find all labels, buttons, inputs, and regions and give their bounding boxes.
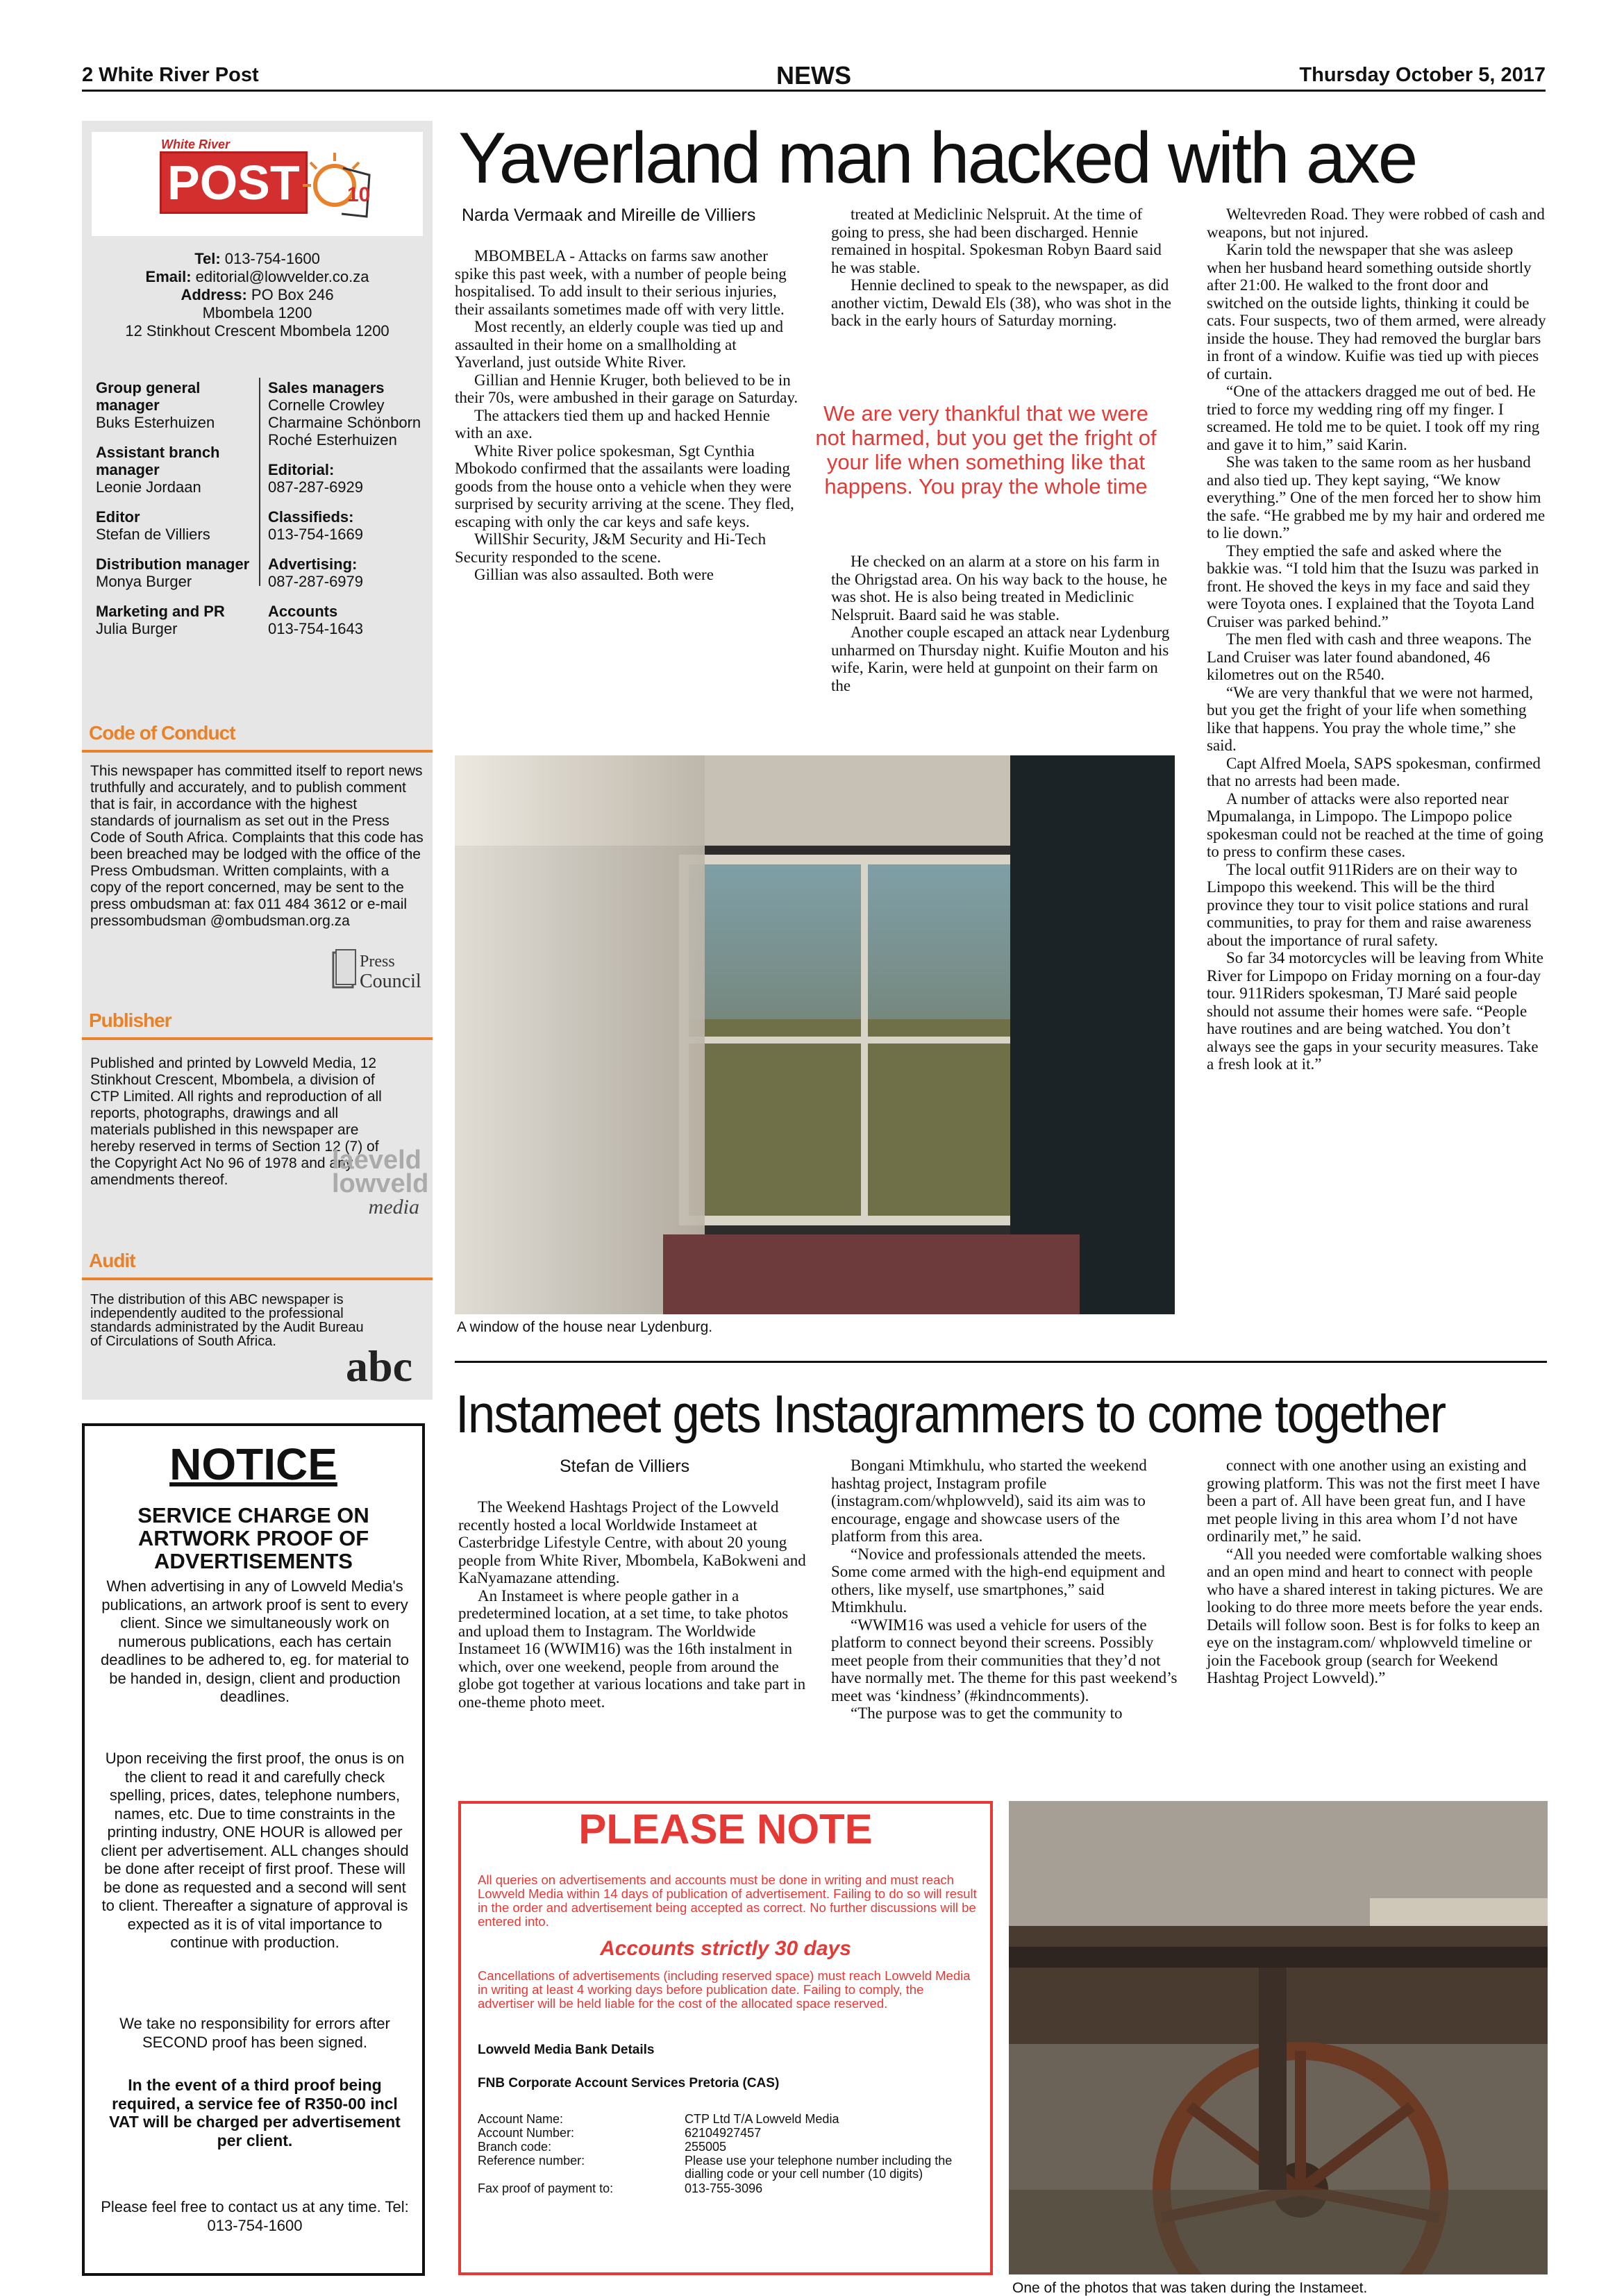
staff-name: 087-287-6979: [268, 573, 364, 590]
paragraph: Hennie declined to speak to the newspaper, as did another victim, Dewald Els (38), who was shot in the back in the early hours of Saturday morning.: [831, 276, 1171, 329]
cancellation-text: Cancellations of advertisements (including reserved space) must reach Lowveld Media in writing at least 4 working days before publication date. Failing to comply, the advertiser will be held liable for the cost of the allocated space reserved.: [478, 1968, 971, 2011]
staff-list-left: [96, 379, 252, 650]
staff-role: Classifieds:: [268, 508, 354, 526]
paragraph: The Weekend Hashtags Project of the Lowveld recently hosted a local Worldwide Instameet at Casterbridge Lifestyle Centre, with about 20 young people from White River, Mbombela, KaBokweni and KaNyamazane attending.: [458, 1498, 806, 1586]
paragraph: Most recently, an elderly couple was tied up and assaulted in their home on a smallholding at Yaverland, just outside White River.: [455, 318, 783, 371]
window-photo: [455, 755, 1175, 1314]
notice-contact: Please feel free to contact us at any time. Tel: 013-754-1600: [101, 2198, 409, 2234]
cart-wheel-photo: [1009, 1801, 1548, 2274]
paragraph: “All you needed were comfortable walking shoes and an open mind and heart to connect with people who have a shared interest in taking pictures. We are looking to do three more meets before the year ends. Details will follow soon. Best is for folks to keep an eye on the instagram.com/ whplowveld timeline or join the Facebook group (search for Weekend Hashtag Project Lowveld).”: [1207, 1545, 1543, 1686]
paragraph: Capt Alfred Moela, SAPS spokesman, confirmed that no arrests had been made.: [1207, 754, 1541, 789]
staff-name: Stefan de Villiers: [96, 526, 210, 543]
staff-role: Marketing and PR: [96, 603, 225, 620]
please-note-box: [458, 1801, 993, 2275]
bank-detail-label: Reference number:: [478, 2154, 585, 2168]
paragraph: WillShir Security, J&M Security and Hi-Tech Security responded to the scene.: [455, 530, 767, 566]
paragraph: “We are very thankful that we were not harmed, but you get the fright of your life when something like that happens. You pray the whole time,” she said.: [1207, 683, 1533, 754]
pull-quote: We are very thankful that we were not harmed, but you get the fright of your life when something like that happens. You pray the whole time: [815, 401, 1157, 498]
paragraph: They emptied the safe and asked where the bakkie was. “I told him that the Isuzu was parked in front. He shoved the keys in my face and said they were Toyota ones. I explained that the Toyota Land Cruiser was parked behind.”: [1207, 542, 1539, 630]
staff-role: Advertising:: [268, 555, 358, 573]
bank-detail-value: 255005: [685, 2140, 727, 2154]
section-rule: [82, 1037, 433, 1040]
article-2-column-2: [831, 1457, 1178, 1723]
bank-detail-label: Account Name:: [478, 2112, 564, 2126]
paragraph: MBOMBELA - Attacks on farms saw another spike this past week, with a number of people being hospitalised. To add insult to their serious injuries, their assailants sometimes made off with very little.: [455, 247, 787, 318]
article-2-column-1: [458, 1498, 809, 1711]
bank-detail-value: CTP Ltd T/A Lowveld Media: [685, 2112, 839, 2126]
paragraph: Another couple escaped an attack near Lydenburg unharmed on Thursday night. Kuifie Mouton and his wife, Karin, were held at gunpoint on their farm on the: [831, 623, 1170, 694]
press-council-logo: [332, 947, 429, 996]
section-name: NEWS: [776, 61, 851, 90]
bank-details-title: Lowveld Media Bank Details: [478, 2043, 655, 2057]
address-label: Address:: [181, 286, 247, 303]
please-note-text: All queries on advertisements and accounts must be done in writing and must reach Lowveld Media within 14 days of publication of advertisement. Failing to do so will result in the order and advertisement being accepted as correct. No further discussions will be entered into.: [478, 1872, 977, 1929]
paragraph: An Instameet is where people gather in a predetermined location, at a set time, to take photos and upload them to Instagram. The Worldwide Instameet 16 (WWIM16) was the 16th instalment in which, over one weekend, people from around the globe got together at various locations and take part in one-theme photo meet.: [458, 1586, 806, 1711]
paragraph: Karin told the newspaper that she was asleep when her husband heard something outside shortly after 21:00. He walked to the front door and switched on the outside lights, thinking it could be cats. Four suspects, two of them armed, were already inside the house. They had removed the burglar bars in front of a window. Kuifie was tied up with pieces of curtain.: [1207, 241, 1546, 383]
article-1-column-2-bottom: [831, 553, 1171, 694]
notice-paragraph: Upon receiving the first proof, the onus is on the client to read it and carefully check spelling, prices, dates, telephone numbers, names, etc. Due to time constraints in the printing industry, ONE HOUR is allowed per client per advertisement. ALL changes should be done after receipt of first proof. These will be done as requested and a second will sent to client. Thereafter a signature of approval is expected as it is of vital importance to continue with production.: [101, 1750, 409, 1951]
lowveld-media-logo: laeveld lowveld media: [332, 1146, 429, 1218]
article-2-column-3: [1207, 1457, 1547, 1687]
bank-detail-value: 013-755-3096: [685, 2181, 763, 2195]
paragraph: So far 34 motorcycles will be leaving from White River for Limpopo on Friday morning on a four-day tour. 911Riders spokesman, TJ Maré said people should not assume their homes were safe. “People have routines and are being watched. You don’t always see the gaps in your security measures. Take a fresh look at it.”: [1207, 949, 1543, 1073]
tel-label: Tel:: [194, 250, 221, 267]
audit-text: The distribution of this ABC newspaper is independently audited to the professional standards administrated by the Audit Bureau of Circulations of South Africa.: [90, 1292, 364, 1349]
staff-role: Sales managers: [268, 379, 385, 396]
logo-badge: 10: [347, 183, 371, 206]
article-1-column-1: [455, 247, 802, 584]
staff-name: 013-754-1669: [268, 526, 364, 543]
please-note-title: PLEASE NOTE: [578, 1806, 873, 1852]
headline-article-2: Instameet gets Instagrammers to come together: [455, 1384, 1446, 1444]
address-line-2: Mbombela 1200: [202, 304, 312, 321]
byline: Narda Vermaak and Mireille de Villiers: [462, 206, 756, 225]
bank-detail-label: Account Number:: [478, 2126, 575, 2140]
page-number-title: 2 White River Post: [82, 64, 259, 86]
svg-text:Press: Press: [360, 953, 395, 971]
byline: Stefan de Villiers: [560, 1457, 690, 1476]
article-1-column-3: [1207, 206, 1547, 1073]
paragraph: Weltevreden Road. They were robbed of cash and weapons, but not injured.: [1207, 206, 1545, 241]
staff-divider: [259, 378, 260, 586]
publisher-text: Published and printed by Lowveld Media, 12 Stinkhout Crescent, Mbombela, a division of CTP Limited. All rights and reproduction of all reports, photographs, drawings and all materials published in this newspaper are hereby reserved in terms of Section 12 (7) of the Copyright Act No 96 of 1978 and any amendments thereof.: [90, 1055, 382, 1188]
staff-name: Julia Burger: [96, 620, 178, 637]
staff-name: Leonie Jordaan: [96, 478, 201, 496]
paragraph: “WWIM16 was used a vehicle for users of the platform to connect beyond their screens. Possibly meet people from their communities that they’d not have normally met. The theme for this past weekend’s meet was ‘kindness’ (#kindncomments).: [831, 1616, 1178, 1704]
post-logo: [92, 132, 423, 236]
sun-emblem-icon: [300, 147, 376, 224]
staff-name: Buks Esterhuizen: [96, 414, 215, 431]
email-value[interactable]: editorial@lowvelder.co.za: [195, 268, 369, 285]
photo-caption: One of the photos that was taken during the Instameet.: [1012, 2280, 1368, 2296]
paragraph: “Novice and professionals attended the meets. Some come armed with the high-end equipment and others, like myself, use smartphones,” said Mtimkhulu.: [831, 1545, 1165, 1616]
bank-detail-label: Branch code:: [478, 2140, 552, 2154]
logo-top-text: White River: [161, 137, 231, 151]
paragraph: “One of the attackers dragged me out of bed. He tried to force my wedding ring off my finger. I screamed. He told me to be quiet. I took off my ring and gave it to him,” said Karin.: [1207, 383, 1540, 453]
bank-name: FNB Corporate Account Services Pretoria (CAS): [478, 2076, 780, 2090]
staff-role: Accounts: [268, 603, 338, 620]
paragraph: treated at Mediclinic Nelspruit. At the time of going to press, she had been discharged. Hennie remained in hospital. Spokesman Robyn Baard said he was stable.: [831, 206, 1162, 276]
notice-subtitle: SERVICE CHARGE ON ARTWORK PROOF OF ADVERTISEMENTS: [137, 1503, 369, 1573]
notice-title: NOTICE: [169, 1439, 337, 1489]
notice-box: [82, 1423, 425, 2276]
svg-text:Council: Council: [360, 971, 421, 992]
bank-detail-label: Fax proof of payment to:: [478, 2181, 614, 2195]
address-line-3: 12 Stinkhout Crescent Mbombela 1200: [125, 322, 390, 340]
staff-list-right: [268, 379, 428, 650]
photo-caption: A window of the house near Lydenburg.: [457, 1319, 713, 1335]
staff-role: Distribution manager: [96, 555, 250, 573]
paragraph: The attackers tied them up and hacked Hennie with an axe.: [455, 406, 770, 442]
tel-value: 013-754-1600: [224, 250, 320, 267]
staff-name: Cornelle Crowley Charmaine Schönborn Roché Esterhuizen: [268, 396, 421, 449]
bank-detail-value: Please use your telephone number including the dialling code or your cell number (10 digits): [685, 2154, 953, 2181]
paragraph: She was taken to the same room as her husband and also tied up. They kept saying, “We know everything.” One of the men forced her to show him the safe. “He grabbed me by my hair and ordered me to lie down.”: [1207, 453, 1546, 542]
paragraph: The men fled with cash and three weapons. The Land Cruiser was later found abandoned, 46 kilometres out on the R540.: [1207, 630, 1532, 683]
paragraph: White River police spokesman, Sgt Cynthia Mbokodo confirmed that the assailants were loading goods from the house onto a vehicle when they were surprised by security arriving at the scene. They fled, escaping with only the car keys and safe keys.: [455, 442, 794, 530]
staff-role: Group general manager: [96, 379, 201, 414]
publisher-title: Publisher: [89, 1009, 171, 1031]
accounts-terms-title: Accounts strictly 30 days: [600, 1937, 851, 1960]
section-rule: [82, 1277, 433, 1280]
paragraph: “The purpose was to get the community to: [851, 1704, 1123, 1722]
staff-role: Editor: [96, 508, 140, 526]
contact-block: [82, 250, 433, 340]
article-1-column-2-top: [831, 206, 1171, 330]
address-value: PO Box 246: [251, 286, 334, 303]
section-divider: [455, 1361, 1547, 1363]
code-of-conduct-text: This newspaper has committed itself to report news truthfully and accurately, and to publish comment that is fair, in accordance with the highest standards of journalism as set out in the Press Code of South Africa. Complaints that this code has been breached may be lodged with the office of the Press Ombudsman. Written complaints, with a copy of the report concerned, may be sent to the press ombudsman at: fax 011 484 3612 or e-mail pressombudsman @ombudsman.org.za: [90, 763, 424, 929]
masthead-panel: [82, 121, 433, 1400]
paragraph: Gillian and Hennie Kruger, both believed to be in their 70s, were ambushed in their garage on Saturday.: [455, 371, 798, 406]
paragraph: Gillian was also assaulted. Both were: [474, 566, 714, 583]
bank-detail-value: 62104927457: [685, 2126, 762, 2140]
paragraph: The local outfit 911Riders are on their way to Limpopo this weekend. This will be the third province they tour to visit police stations and rural communities, to pray for them and raise awareness about the importance of rural safety.: [1207, 860, 1532, 949]
paragraph: connect with one another using an existing and growing platform. This was not the first meet I have been a part of. All have been great fun, and I have met people living in this area whom I’d not have ordinarily met,” he said.: [1207, 1457, 1540, 1545]
running-head: [82, 61, 1546, 92]
staff-name: 087-287-6929: [268, 478, 364, 496]
staff-name: Monya Burger: [96, 573, 192, 590]
code-of-conduct-title: Code of Conduct: [89, 722, 235, 744]
paragraph: Bongani Mtimkhulu, who started the weekend hashtag project, Instagram profile (instagram.com/whplowveld), said its aim was to encourage, engage and showcase users of the platform from this area.: [831, 1457, 1147, 1545]
notice-paragraph: We take no responsibility for errors after SECOND proof has been signed.: [119, 2015, 390, 2051]
staff-role: Editorial:: [268, 461, 335, 478]
section-rule: [82, 750, 433, 753]
staff-name: 013-754-1643: [268, 620, 364, 637]
audit-title: Audit: [89, 1250, 135, 1271]
staff-role: Assistant branch manager: [96, 444, 220, 478]
email-label: Email:: [145, 268, 192, 285]
paragraph: He checked on an alarm at a store on his farm in the Ohrigstad area. On his way back to the house, he was shot. He is also being treated in Mediclinic Nelspruit. Baard said he was stable.: [831, 553, 1168, 623]
headline-article-1: Yaverland man hacked with axe: [458, 118, 1416, 199]
abc-logo: abc: [346, 1341, 412, 1391]
paragraph: A number of attacks were also reported near Mpumalanga, in Limpopo. The Limpopo police spokesman could not be reached at the time of going to press to confirm these cases.: [1207, 789, 1543, 860]
issue-date: Thursday October 5, 2017: [1299, 64, 1546, 86]
notice-paragraph: When advertising in any of Lowveld Media's publications, an artwork proof is sent to every client. Since we simultaneously work on numerous publications, each has certain deadlines to be adhered to, eg. for material to be handed in, design, client and production deadlines.: [101, 1577, 409, 1705]
notice-fee-paragraph: In the event of a third proof being required, a service fee of R350-00 incl VAT will be charged per advertisement per client.: [109, 2076, 401, 2150]
logo-main-text: POST: [160, 151, 308, 214]
